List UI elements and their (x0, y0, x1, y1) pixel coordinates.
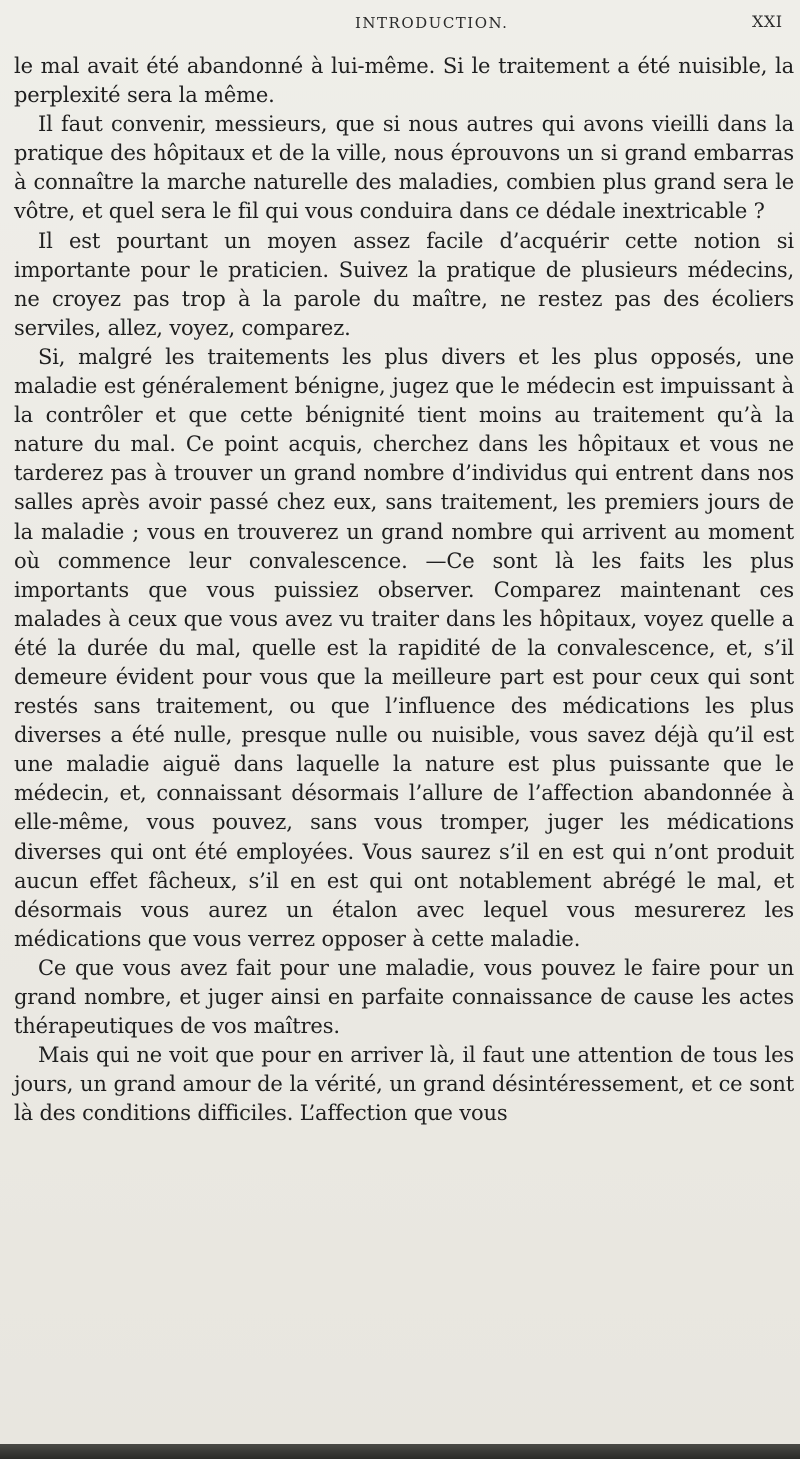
page-number: XXI (752, 12, 783, 31)
page-bottom-edge (0, 1444, 800, 1459)
paragraph-conditions: Mais qui ne voit que pour en arriver là, il faut une attention de tous les jours, un grand amour de la vérité, un grand désintéressement, et ce sont là des conditions difficiles. L’affection que vous (14, 1043, 794, 1126)
paragraph-generalization: Ce que vous avez fait pour une maladie, vous pouvez le faire pour un grand nombre, et juger ainsi en parfaite connaissance de cause les actes thérapeutiques de vos maîtres. (14, 955, 794, 1039)
paragraph-method: Il est pourtant un moyen assez facile d’acquérir cette notion si importante pour le praticien. Suivez la pratique de plusieurs médecins, ne croyez pas trop à la parole du maître, ne restez pas des écoliers serviles, allez, voyez, comparez. (14, 228, 794, 340)
paragraph-observation: Si, malgré les traitements les plus divers et les plus opposés, une maladie est généralement bénigne, jugez que le médecin est impuissant à la contrôler et que cette bénignité tient moins au traitement qu’à la nature du mal. Ce point acquis, cherchez dans les hôpitaux et vous ne tarderez pas à trouver un grand nombre d’individus qui entrent dans nos salles après avoir passé chez eux, sans traitement, les premiers jours de la maladie ; vous en trouverez un grand nombre qui arrivent au moment où commence leur convalescence. —Ce sont là les faits les plus importants que vous puissiez observer. Comparez maintenant ces malades à ceux que vous avez vu traiter dans les hôpitaux, voyez quelle a été la durée du mal, quelle est la rapidité de la convalescence, et, s’il demeure évident pour vous que la meilleure part est pour ceux qui sont restés sans traitement, ou que l’influence des médications les plus diverses a été nulle, presque nulle ou nuisible, vous savez déjà qu’il est une maladie aiguë dans laquelle la nature est plus puissante que le médecin, et, connaissant désormais l’allure de l’affection abandonnée à elle-même, vous pouvez, sans vous tromper, juger les médications diverses qui ont été employées. Vous saurez s’il en est qui n’ont produit aucun effet fâcheux, s’il en est qui ont notablement abrégé le mal, et désormais vous aurez un étalon avec lequel vous mesurerez les médications que vous verrez opposer à cette maladie. (14, 344, 794, 951)
paragraph-continuation: le mal avait été abandonné à lui-même. Si le traitement a été nuisible, la perplexité sera la même. (14, 54, 794, 108)
running-title: INTRODUCTION. (355, 14, 509, 32)
paragraph-perplexity: Il faut convenir, messieurs, que si nous autres qui avons vieilli dans la pratique des hôpitaux et de la ville, nous éprouvons un si grand embarras à connaître la marche naturelle des maladies, combien plus grand sera le vôtre, et quel sera le fil qui vous conduira dans ce dédale inextricable ? (14, 112, 794, 224)
running-head (0, 6, 800, 36)
body-text (14, 52, 794, 1128)
